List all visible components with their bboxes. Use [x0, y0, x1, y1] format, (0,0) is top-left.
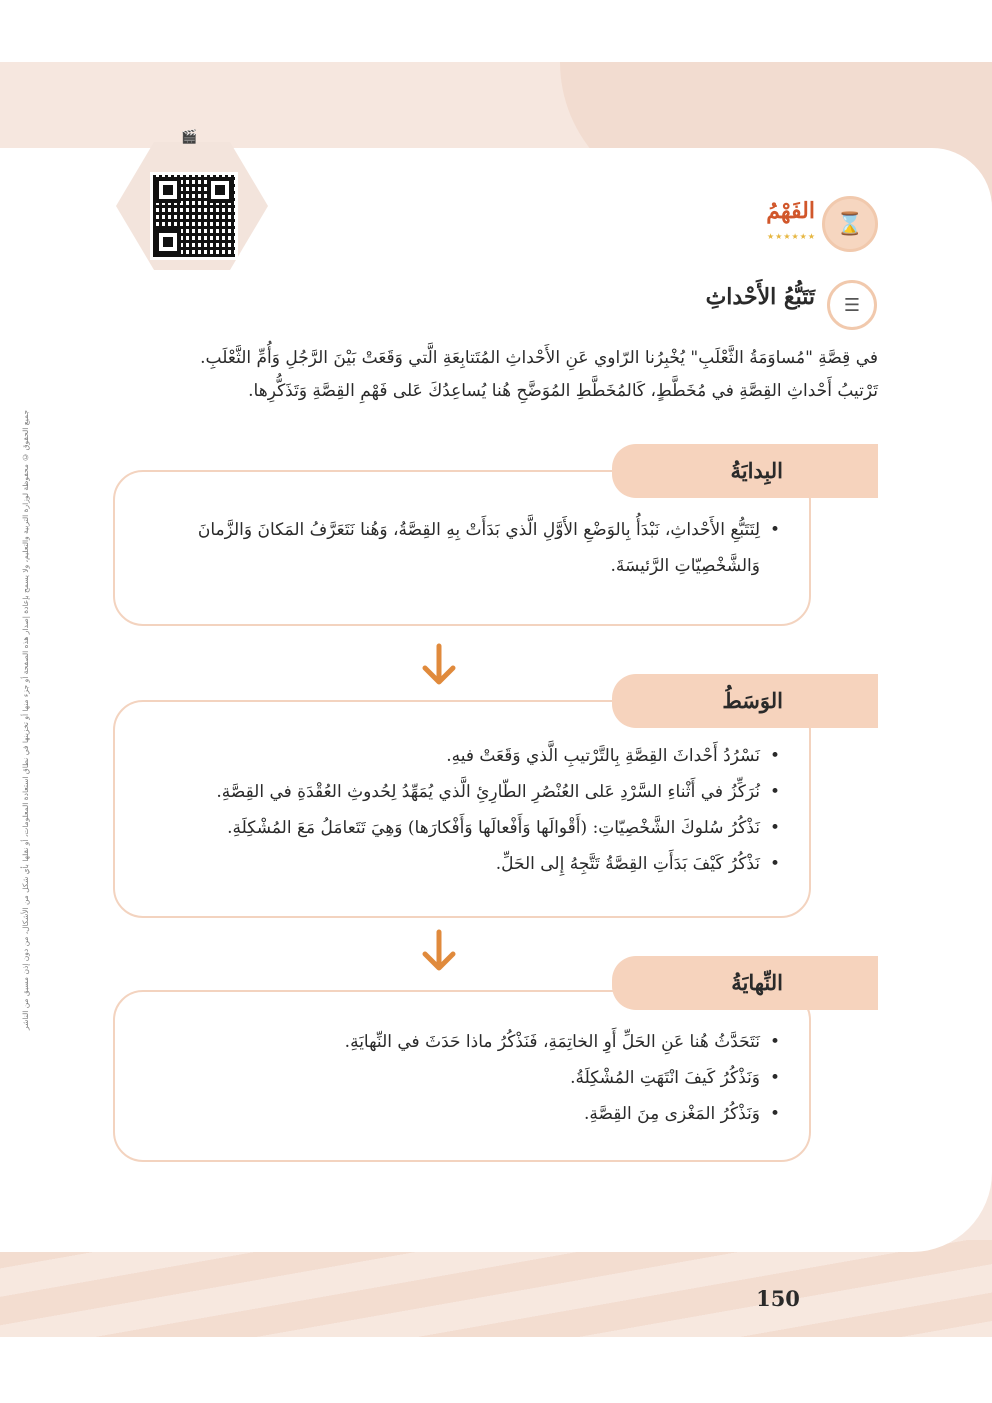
- beginning-tab: البِدايَةُ: [612, 444, 878, 498]
- ending-list: [150, 1024, 780, 1132]
- footer-pattern: [0, 1240, 992, 1337]
- list-item: • وَنَذْكُرُ المَغْزى مِنَ القِصَّةِ.: [150, 1096, 780, 1132]
- qr-finder: [155, 177, 181, 203]
- qr-finder: [207, 177, 233, 203]
- list-item: • نُرَكِّزُ في أَثْناءِ السَّرْدِ عَلى العُنْصُرِ الطّارِئِ الَّذي يُمَهِّدُ لِحُدوثِ العُقْدَةِ في القِصَّةِ.: [150, 774, 780, 810]
- list-item: • وَنَذْكُرُ كَيفَ انْتَهَتِ المُشْكِلَةُ.: [150, 1060, 780, 1096]
- list-icon: ☰: [827, 280, 877, 330]
- section-title: الفَهْمُ: [766, 198, 815, 224]
- middle-tab: الوَسَطُ: [612, 674, 878, 728]
- list-item: • نَذْكُرُ كَيْفَ بَدَأَتِ القِصَّةُ تَتَّجِهُ إِلى الحَلِّ.: [150, 846, 780, 882]
- list-item: • نَذْكُرُ سُلوكَ الشَّخْصِيّاتِ: (أَقْوالَها وَأَفْعالَها وَأَفْكارَها) وَهِيَ تَتَعامَلُ مَعَ المُشْكِلَةِ.: [150, 810, 780, 846]
- subtitle: تَتَبُّعُ الأَحْداثِ: [705, 284, 815, 310]
- list-item: • نَسْرُدُ أَحْداثَ القِصَّةِ بِالتَّرْتيبِ الَّذي وَقَعَتْ فيهِ.: [150, 738, 780, 774]
- down-arrow-icon: [419, 642, 459, 688]
- hourglass-icon: ⌛: [822, 196, 878, 252]
- copyright-note: جميع الحقوق © محفوظة لوزارة التربية والتعليم، ولا يسمح بإعادة إصدار هذه الصفحة أو جزء منها أو تخزينها في نطاق استعادة المعلومات، أو نقلها بأي شكل من الأشكال، من دون إذن مسبق من الناشر: [21, 410, 30, 1030]
- intro-line: تَرْتيبُ أَحْداثِ القِصَّةِ في مُخَطَّطٍ، كَالمُخَطَّطِ المُوَضَّحِ هُنا يُساعِدُكَ عَلى فَهْمِ القِصَّةِ وَتَذَكُّرِها.: [248, 381, 878, 401]
- list-item: • نَتَحَدَّثُ هُنا عَنِ الحَلِّ أَوِ الخاتِمَةِ، فَنَذْكُرُ ماذا حَدَثَ في النِّهايَةِ.: [150, 1024, 780, 1060]
- qr-code[interactable]: [150, 172, 238, 260]
- video-clapper-icon: 🎬: [181, 130, 198, 145]
- ending-tab: النِّهايَةُ: [612, 956, 878, 1010]
- intro-line: في قِصَّةِ "مُساوَمَةُ الثَّعْلَبِ" يُخْبِرُنا الرّاوي عَنِ الأَحْداثِ المُتَتابِعَةِ الَّتي وَقَعَتْ بَيْنَ الرَّجُلِ وَأُمِّ الثَّعْلَبِ.: [200, 348, 878, 368]
- list-item: • لِتَتَبُّعِ الأَحْداثِ، نَبْدَأُ بِالوَضْعِ الأَوَّلِ الَّذي بَدَأَتْ بِهِ القِصَّةُ، وَهُنا نَتَعَرَّفُ المَكانَ وَالزَّمانَ وَالشَّخْصِيّاتِ الرَّئيسَةَ.: [150, 512, 780, 584]
- rating-stars: ★★★★★★: [766, 232, 816, 241]
- middle-list: [150, 738, 780, 882]
- down-arrow-icon: [419, 928, 459, 974]
- page-number: 150: [756, 1286, 800, 1311]
- beginning-list: [150, 512, 780, 584]
- qr-finder: [155, 229, 181, 255]
- intro-paragraph: [150, 342, 878, 408]
